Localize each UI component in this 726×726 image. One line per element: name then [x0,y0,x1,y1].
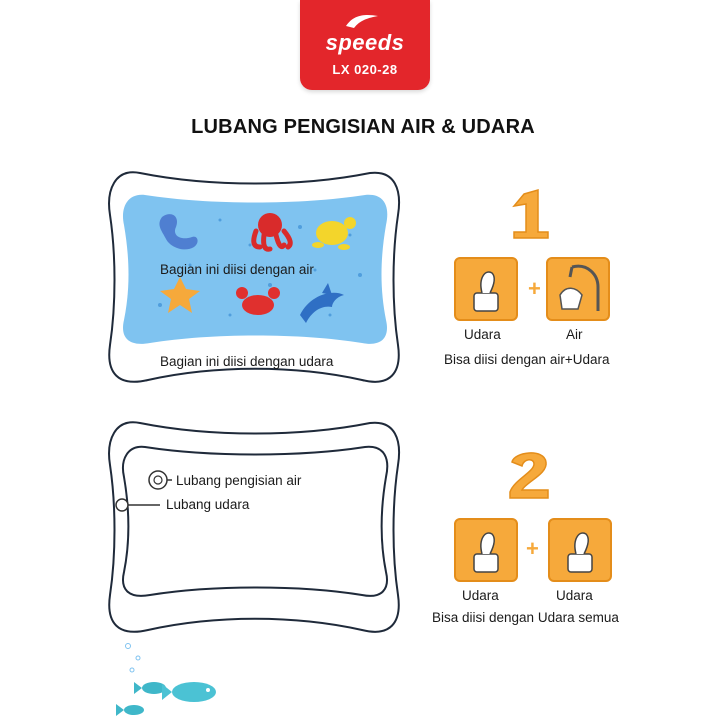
valve-icon [550,520,610,580]
air-fill-hole [116,499,128,511]
step-number-2-graphic [504,448,554,500]
step1-air-label: Udara [464,327,501,342]
water-hole-label: Lubang pengisian air [176,473,302,488]
step1-water-box [546,257,610,321]
valve-icon [456,259,516,319]
step-number-1-graphic [508,188,554,240]
water-section-label: Bagian ini diisi dengan air [160,262,314,277]
water-mat-empty [100,415,410,640]
plus-sign-2: + [526,536,539,561]
step2-air-box-right [548,518,612,582]
valve-icon [456,520,516,580]
step2-air-box-left [454,518,518,582]
step1-air-box [454,257,518,321]
fish-decoration [112,640,222,722]
page-title: LUBANG PENGISIAN AIR & UDARA [191,116,535,138]
fish-icon [134,682,166,694]
brand-name: speeds [325,30,405,55]
logo-swoosh-icon [344,12,380,30]
fish-icon [162,682,216,702]
step2-right-label: Udara [556,588,593,603]
faucet-icon [548,259,608,319]
brand-logo [300,0,430,90]
fish-icon [116,704,144,716]
model-number: LX 020-28 [332,62,398,77]
step1-caption: Bisa diisi dengan air+Udara [444,352,610,367]
step2-left-label: Udara [462,588,499,603]
step1-water-label: Air [566,327,583,342]
plus-sign-1: + [528,276,541,301]
air-hole-label: Lubang udara [166,497,250,512]
step2-caption: Bisa diisi dengan Udara semua [432,610,619,625]
air-section-label: Bagian ini diisi dengan udara [160,354,334,369]
